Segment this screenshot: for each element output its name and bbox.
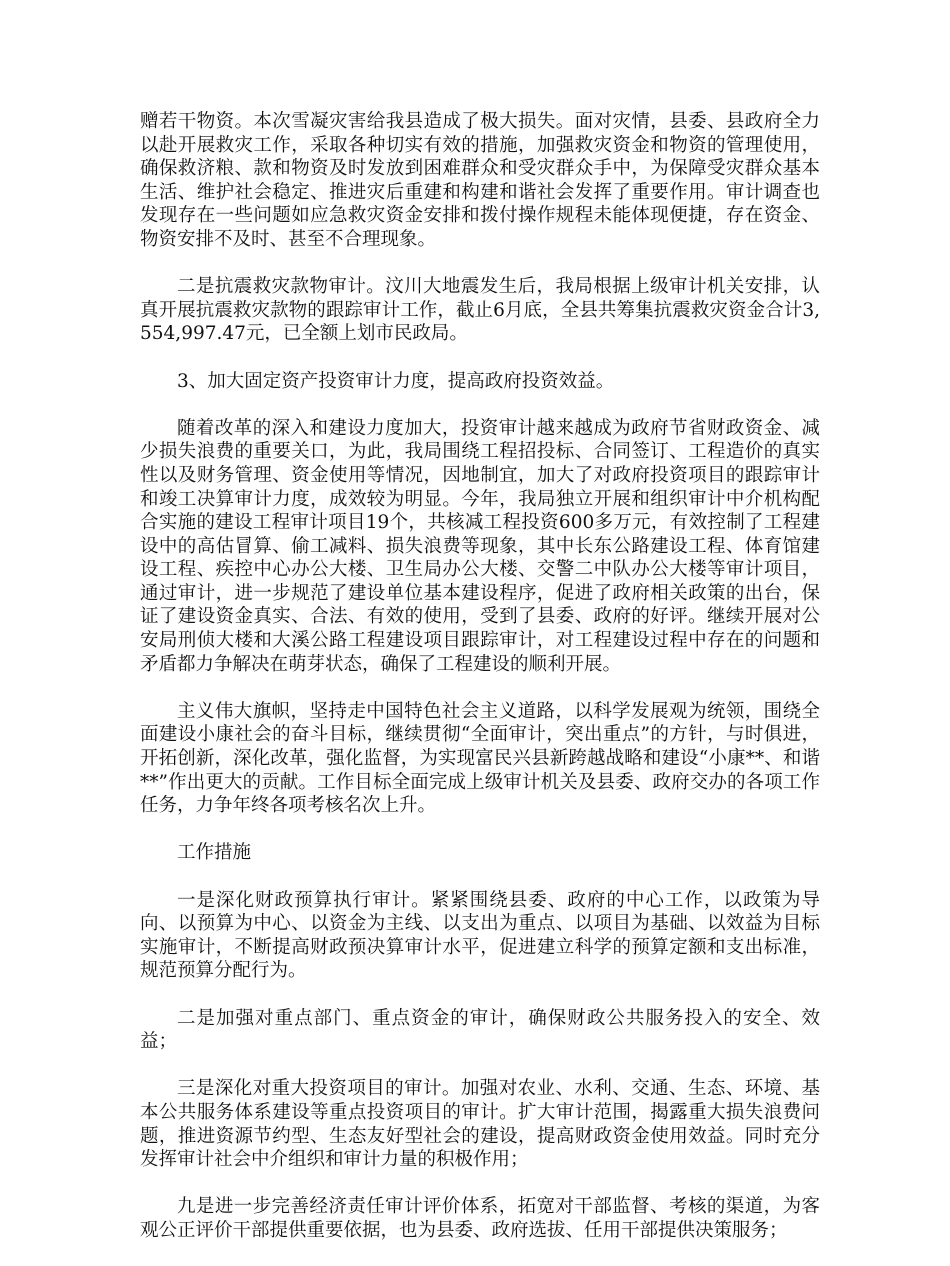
paragraph-measure-budget-audit: 一是深化财政预算执行审计。紧紧围绕县委、政府的中心工作，以政策为导向、以预算为中心、以资金为主线、以支出为重点、以项目为基础、以效益为目标实施审计，不断提高财政预决算审计水平，促进建立科学的预算定额和支出标准，规范预算分配行为。 xyxy=(140,889,820,982)
section-heading-work-measures: 工作措施 xyxy=(177,842,252,864)
paragraph-investment-audit: 随着改革的深入和建设力度加大，投资审计越来越成为政府节省财政资金、减少损失浪费的重要关口，为此，我局围绕工程招投标、合同签订、工程造价的真实性以及财务管理、资金使用等情况，因地制宜，加大了对政府投资项目的跟踪审计和竣工决算审计力度，成效较为明显。今年，我局独立开展和组织审计中介机构配合实施的建设工程审计项目19个，共核减工程投资600多万元，有效控制了工程建设中的高估冒算、偷工减料、损失浪费等现象，其中长东公路建设工程、体育馆建设工程、疾控中心办公大楼、卫生局办公大楼、交警二中队办公大楼等审计项目，通过审计，进一步规范了建设单位基本建设程序，促进了政府相关政策的出台，保证了建设资金真实、合法、有效的使用，受到了县委、政府的好评。继续开展对公安局刑侦大楼和大溪公路工程建设项目跟踪审计，对工程建设过程中存在的问题和矛盾都力争解决在萌芽状态，确保了工程建设的顺利开展。 xyxy=(140,417,820,675)
section-heading-fixed-asset-investment: 3、加大固定资产投资审计力度，提高政府投资效益。 xyxy=(177,370,615,392)
paragraph-guiding-principles: 主义伟大旗帜，坚持走中国特色社会主义道路，以科学发展观为统领，围绕全面建设小康社会的奋斗目标，继续贯彻“全面审计，突出重点”的方针，与时俱进，开拓创新，深化改革，强化监督，为实现富民兴县新跨越战略和建设“小康**、和谐**”作出更大的贡献。工作目标全面完成上级审计机关及县委、政府交办的各项工作任务，力争年终各项考核名次上升。 xyxy=(140,700,820,817)
paragraph-earthquake-relief-audit: 二是抗震救灾款物审计。汶川大地震发生后，我局根据上级审计机关安排，认真开展抗震救灾款物的跟踪审计工作，截止6月底，全县共筹集抗震救灾资金合计3,554,997.47元，已全额上划市民政局。 xyxy=(140,276,820,345)
paragraph-measure-economic-responsibility: 九是进一步完善经济责任审计评价体系，拓宽对干部监督、考核的渠道，为客观公正评价干部提供重要依据，也为县委、政府选拔、任用干部提供决策服务； xyxy=(140,1196,820,1241)
paragraph-measure-key-departments: 二是加强对重点部门、重点资金的审计，确保财政公共服务投入的安全、效益； xyxy=(140,1007,820,1053)
paragraph-measure-investment-projects: 三是深化对重大投资项目的审计。加强对农业、水利、交通、生态、环境、基本公共服务体系建设等重点投资项目的审计。扩大审计范围，揭露重大损失浪费问题，推进资源节约型、生态友好型社会的建设，提高财政资金使用效益。同时充分发挥审计社会中介组织和审计力量的积极作用； xyxy=(140,1078,820,1171)
paragraph-disaster-relief-continuation: 赠若干物资。本次雪凝灾害给我县造成了极大损失。面对灾情，县委、县政府全力以赴开展救灾工作，采取各种切实有效的措施，加强救灾资金和物资的管理使用，确保救济粮、款和物资及时发放到困难群众和受灾群众手中，为保障受灾群众基本生活、维护社会稳定、推进灾后重建和构建和谐社会发挥了重要作用。审计调查也发现存在一些问题如应急救灾资金安排和拨付操作规程未能体现便捷，存在资金、物资安排不及时、甚至不合理现象。 xyxy=(140,111,820,250)
document-body xyxy=(140,110,820,1266)
